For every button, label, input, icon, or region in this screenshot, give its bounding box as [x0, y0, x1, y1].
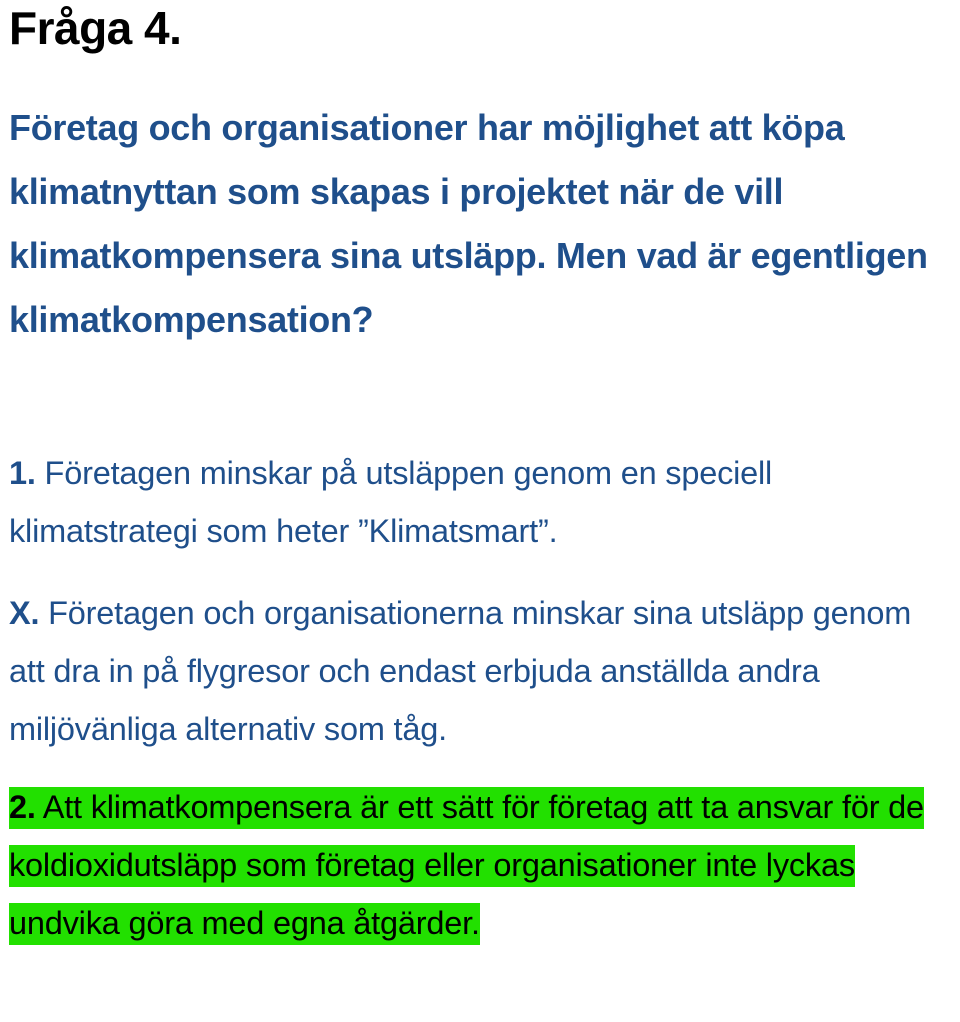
question-text: Företag och organisationer har möjlighet att köpa klimatnyttan som skapas i projektet när de vill klimatkompensera sina utsläpp. Men vad är egentligen klimatkompensation?	[9, 107, 928, 340]
answer-options	[9, 444, 954, 952]
answer-option-1-marker: 1.	[9, 455, 36, 491]
answer-option-1-text: Företagen minskar på utsläppen genom en speciell klimatstrategi som heter ”Klimatsmart”.	[9, 455, 773, 549]
answer-option-2-text: Att klimatkompensera är ett sätt för företag att ta ansvar för de koldioxidutsläpp som företag eller organisationer inte lyckas undvika göra med egna åtgärder.	[9, 789, 924, 941]
quiz-page	[9, 0, 954, 952]
question-title: Fråga 4.	[9, 2, 182, 54]
answer-option-x[interactable]	[9, 584, 954, 758]
answer-option-2-marker: 2.	[9, 789, 36, 825]
answer-option-x-marker: X.	[9, 595, 40, 631]
answer-option-2[interactable]	[9, 778, 954, 952]
answer-option-1[interactable]	[9, 444, 954, 560]
answer-option-2-highlight	[9, 787, 924, 945]
answer-option-x-text: Företagen och organisationerna minskar sina utsläpp genom att dra in på flygresor och endast erbjuda anställda andra miljövänliga alternativ som tåg.	[9, 595, 912, 747]
